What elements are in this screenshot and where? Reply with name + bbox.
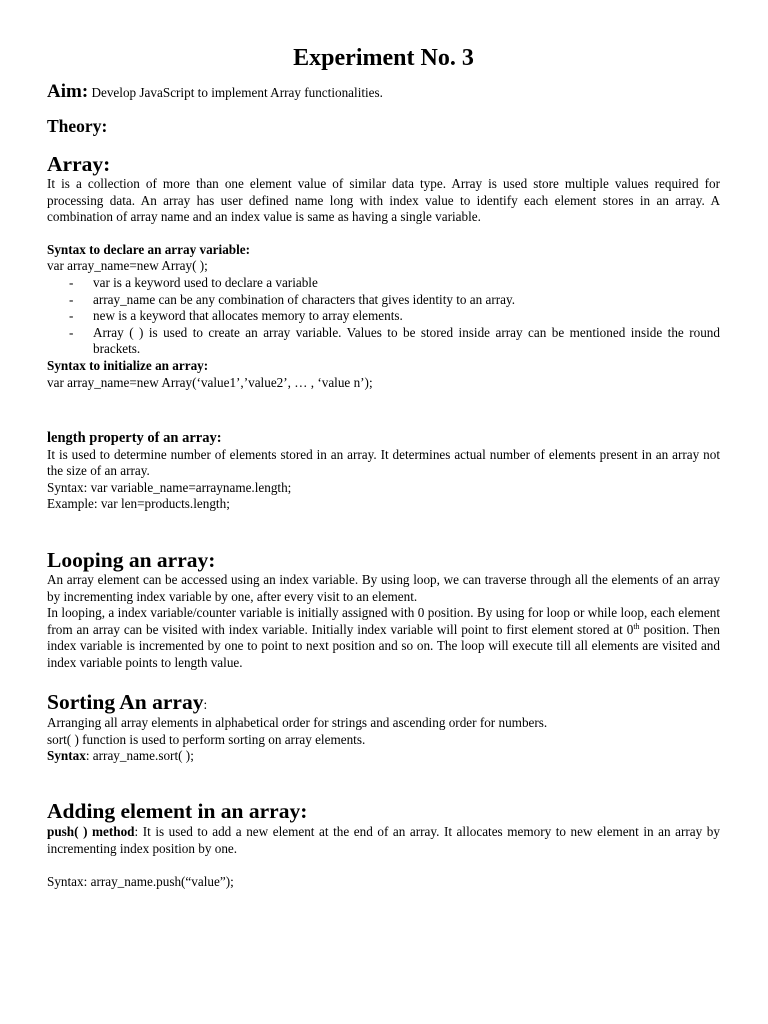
length-section	[47, 430, 720, 513]
aim-line	[47, 81, 720, 102]
sorting-section	[47, 715, 720, 765]
sorting-syntax-label: Syntax	[47, 748, 86, 764]
array-heading: Array:	[47, 152, 111, 176]
sorting-heading-line	[47, 690, 720, 714]
bullet-item: - var is a keyword used to declare a variable	[47, 275, 720, 292]
bullet-item: - Array ( ) is used to create an array variable. Values to be stored inside array can be mentioned inside the round brackets.	[47, 325, 720, 358]
sorting-line-2: sort( ) function is used to perform sorting on array elements.	[47, 731, 366, 747]
sorting-heading: Sorting An array	[47, 690, 204, 714]
superscript-th: th	[633, 621, 640, 631]
looping-text-b: position. Then index variable is incremented by one to point to next position and so on. The loop will execute till all elements are visited and index variable points to length value.	[47, 621, 720, 670]
push-paragraph	[47, 824, 720, 857]
sorting-syntax-text: : array_name.sort( );	[85, 748, 194, 764]
push-method-label: push( ) method	[47, 824, 135, 839]
looping-text-a: In looping, a index variable/counter variable is initially assigned with 0 position. By using for loop or while loop, each element from an array can be visited with index variable. Initially index variable will point to first element stored at 0	[47, 605, 720, 637]
length-example: Example: var len=products.length;	[47, 496, 230, 512]
declare-heading: Syntax to declare an array variable:	[47, 241, 251, 257]
page-title: Experiment No. 3	[293, 45, 474, 71]
length-heading: length property of an array:	[47, 430, 222, 446]
looping-section	[47, 572, 720, 672]
array-section	[47, 176, 720, 391]
declare-code: var array_name=new Array( );	[47, 258, 208, 274]
array-paragraph: It is a collection of more than one element value of similar data type. Array is used store multiple values required for processing data. An array has user defined name long with index value to identify each element stores in an array. A combination of array name and an index value is same as having a single variable.	[47, 176, 720, 225]
declare-bullets	[47, 275, 720, 358]
aim-label: Aim:	[47, 81, 89, 102]
sorting-line-1: Arranging all array elements in alphabetical order for strings and ascending order for numbers.	[47, 715, 548, 730]
theory-heading: Theory:	[47, 116, 108, 136]
bullet-item: - array_name can be any combination of characters that gives identity to an array.	[47, 292, 720, 309]
sorting-syntax	[47, 748, 720, 765]
adding-heading: Adding element in an array:	[47, 799, 308, 823]
looping-paragraph-2	[47, 605, 720, 671]
init-heading: Syntax to initialize an array:	[47, 357, 209, 373]
bullet-item: - new is a keyword that allocates memory to array elements.	[47, 308, 720, 325]
init-code: var array_name=new Array(‘value1’,’value2’, … , ‘value n’);	[47, 374, 373, 390]
push-syntax: Syntax: array_name.push(“value”);	[47, 874, 234, 890]
looping-paragraph-1: An array element can be accessed using an index variable. By using loop, we can traverse through all the elements of an array by incrementing index variable by one, after every visit to an element.	[47, 572, 720, 604]
length-syntax: Syntax: var variable_name=arrayname.length;	[47, 479, 292, 495]
adding-section	[47, 824, 720, 891]
looping-heading: Looping an array:	[47, 548, 216, 572]
push-method-text: : It is used to add a new element at the end of an array. It allocates memory to new element in an array by incrementing index position by one.	[47, 824, 720, 856]
aim-text: Develop JavaScript to implement Array functionalities.	[91, 85, 383, 100]
length-paragraph: It is used to determine number of elements stored in an array. It determines actual number of elements present in an array not the size of an array.	[47, 446, 720, 479]
sorting-heading-colon: :	[203, 697, 208, 712]
